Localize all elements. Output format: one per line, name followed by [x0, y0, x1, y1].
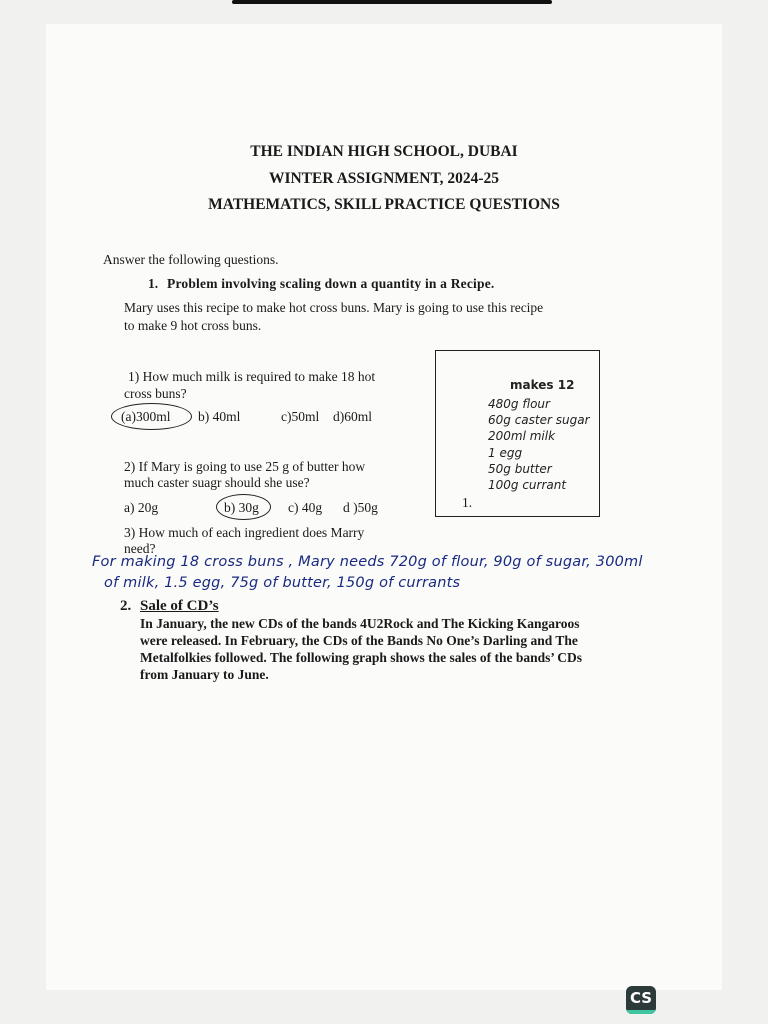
school-title: THE INDIAN HIGH SCHOOL, DUBAI: [250, 143, 518, 160]
recipe-box: [435, 350, 600, 517]
recipe-item: 1 egg: [488, 446, 523, 460]
q1-sub1-option-c: c)50ml: [281, 409, 320, 424]
q1-sub2-option-c: c) 40g: [288, 500, 323, 515]
q1-intro-line2: to make 9 hot cross buns.: [124, 318, 262, 333]
scanner-app-logo: [626, 986, 656, 1014]
recipe-item: 480g flour: [488, 397, 550, 411]
q1-sub2-option-a: a) 20g: [124, 500, 159, 515]
q2-text-line: from January to June.: [140, 667, 269, 682]
recipe-item: 60g caster sugar: [488, 413, 590, 427]
q1-sub3-line2: need?: [124, 541, 156, 556]
q1-sub1-line2: cross buns?: [124, 386, 187, 401]
q2-text-line: were released. In February, the CDs of the Bands No One’s Darling and The: [140, 633, 578, 648]
recipe-title: makes 12: [510, 378, 575, 392]
q1-title: Problem involving scaling down a quantity in a Recipe.: [167, 276, 495, 291]
q1-sub3-line1: 3) How much of each ingredient does Marry: [124, 525, 365, 540]
q1-sub1-option-d: d)60ml: [333, 409, 372, 424]
q1-sub2-line2: much caster suagr should she use?: [124, 475, 310, 490]
q1-sub2-option-b: b) 30g: [224, 500, 259, 515]
q2-text-line: Metalfolkies followed. The following graph shows the sales of the bands’ CDs: [140, 650, 583, 665]
q1-sub1-option-b: b) 40ml: [198, 409, 241, 424]
recipe-item: 100g currant: [488, 478, 567, 492]
q1-sub1-option-a: (a)300ml: [121, 409, 171, 424]
recipe-footnote: 1.: [462, 495, 473, 510]
recipe-item: 50g butter: [488, 462, 552, 476]
instructions: Answer the following questions.: [103, 252, 279, 267]
q1-sub2-line1: 2) If Mary is going to use 25 g of butter how: [124, 459, 366, 474]
page-top-edge: [232, 0, 552, 4]
recipe-item: 200ml milk: [488, 429, 556, 443]
handwritten-answer-line2: of milk, 1.5 egg, 75g of butter, 150g of currants: [104, 575, 461, 591]
q1-sub1-line1: 1) How much milk is required to make 18 hot: [128, 369, 376, 384]
q1-number: 1.: [148, 276, 159, 291]
q1-intro-line1: Mary uses this recipe to make hot cross buns. Mary is going to use this recipe: [124, 300, 544, 315]
subject-title: MATHEMATICS, SKILL PRACTICE QUESTIONS: [208, 196, 560, 213]
scanner-logo-label: CS: [629, 989, 653, 1007]
handwritten-answer-line1: For making 18 cross buns , Mary needs 720g of flour, 90g of sugar, 300ml: [92, 554, 643, 570]
q2-text-line: In January, the new CDs of the bands 4U2Rock and The Kicking Kangaroos: [140, 616, 580, 631]
assignment-title: WINTER ASSIGNMENT, 2024-25: [268, 170, 500, 187]
q1-sub2-option-d: d )50g: [343, 500, 378, 515]
q2-title: Sale of CD’s: [140, 598, 219, 614]
q2-number: 2.: [120, 598, 132, 614]
